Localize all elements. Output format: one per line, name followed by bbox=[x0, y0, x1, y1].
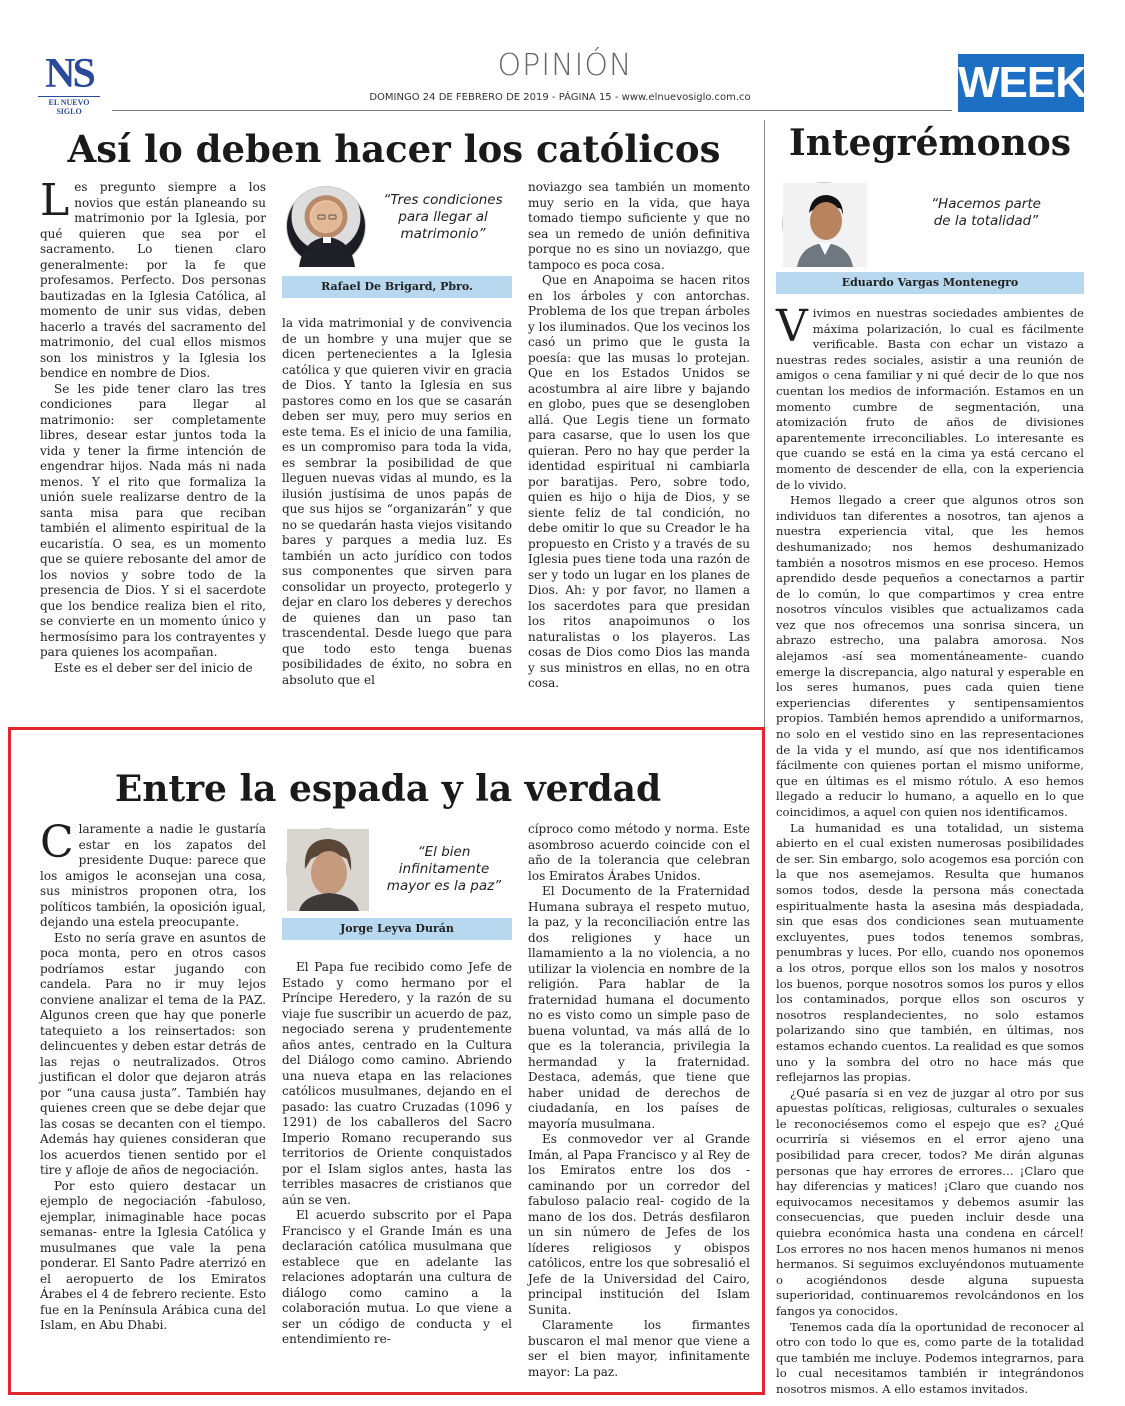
author-photo bbox=[286, 186, 366, 266]
article1-paragraph: Este es el deber ser del inicio de bbox=[54, 660, 253, 675]
article1-author-box bbox=[282, 180, 512, 300]
article1-paragraph: Que en Anapoima se hacen ritos en los árboles y con antorchas. Problema de los que trepan árboles y los iluminados. Que los vecinos los casó un primo que le gusta la poesía: que las musas lo protejan. Que en los Estados Unidos se acostumbra al aire libre y bajando en globo, pues que se desengloben allá. Que Legis tiene un formato para casarse, que lo usen los que quieran. Pero no hay que perder la identidad espiritual ni cambiarla por baratijas. Pero, sobre todo, quien es hijo o hija de Dios, y se siente feliz de tal condición, no debe omitir lo que su Creador le ha propuesto en Cristo y a través de su Iglesia pues tiene toda una razón de ser y todo un lugar en los planes de Dios. Ah: y por favor, no llamen a los sacerdotes para que presidan los ritos anapoimunos o los naturalistas o los playeros. Las cosas de Dios como Dios las manda y sus ministros en ellas, no en otra cosa. bbox=[528, 273, 750, 690]
article1-author-name: Rafael De Brigard, Pbro. bbox=[282, 276, 512, 298]
article3-paragraph: Por esto quiero destacar un ejemplo de negociación -fabuloso, ejemplar, inimaginable hace pocas semanas- entre la Iglesia Católica y musulmanes que vale la pena ponderar. El Santo Padre aterrizó en el aeropuerto de los Emiratos Árabes el 4 de febrero reciente. Esto fue en la Península Arábica cuna del Islam, en Abu Dhabi. bbox=[40, 1178, 266, 1332]
article3-quote: “El bien infinitamente mayor es la paz” bbox=[386, 844, 502, 894]
article2-author-box bbox=[776, 178, 1084, 296]
article1-paragraph: Les pregunto siempre a los novios que están planeando su matrimonio por la Iglesia, por qué quieren que sea por el sacramento. Lo tienen claro generalmente: por la fe que profesamos. Perfecto. Dos personas bautizadas en la Iglesia Católica, al momento de unir sus vidas, deben hacerlo a través del sacramento del matrimonio, del cual ellos mismos son los ministros y la Iglesia los bendice en nombre de Dios. bbox=[40, 175, 266, 380]
article3-column-1 bbox=[40, 817, 266, 1378]
article2-headline: Integrémonos bbox=[788, 122, 1072, 164]
article1-headline: Así lo deben hacer los católicos bbox=[67, 127, 721, 171]
article3-paragraph: Es conmovedor ver al Grande Imán, al Papa Francisco y al Rey de los Emiratos entre los dos -caminando por un corredor del fabuloso palacio real- cogido de la mano de los dos. Detrás desfilaron un sin número de Jefes de los líderes religiosos y obispos católicos, entre los que sobresalió el Jefe de la Universidad del Cairo, principal institución del Islam Sunita. bbox=[528, 1132, 750, 1317]
article2-quote: “Hacemos parte de la totalidad” bbox=[931, 196, 1041, 229]
article3-paragraph: Claramente a nadie le gustaría estar en los zapatos del presidente Duque: parece que los amigos le aconsejan una cosa, sus ministros proponen otra, los políticos también, la oposición igual, dejando una estela preocupante. bbox=[40, 817, 266, 929]
article2-paragraph: Vivimos en nuestras sociedades ambientes de máxima polarización, lo cual es fácilmente verificable. Basta con echar un vistazo a nuestras redes sociales, asistir a una reunión de amigos o cena familiar y ni qué decir de lo que nos cuentan los medios de información. Estamos en un momento cumbre de segmentación, una atomización fruto de años de divisiones aparentemente irreconciliables. Lo interesante es que cuando se está en la cima ya está cercano el momento de descender de ella, con la experiencia de lo vivido. bbox=[776, 301, 1084, 492]
article3-headline: Entre la espada y la verdad bbox=[114, 768, 662, 810]
drop-cap: L bbox=[40, 175, 70, 226]
article3-column-2 bbox=[282, 960, 512, 1378]
author-photo bbox=[782, 182, 866, 266]
article3-paragraph: Claramente los firmantes buscaron el mal menor que viene a ser el bien mayor, infinitamente mayor: La paz. bbox=[528, 1318, 750, 1379]
article3-paragraph: Esto no sería grave en asuntos de poca monta, pero en otros casos podríamos estar jugando con candela. Para no ir muy lejos conviene analizar el tema de la PAZ. Algunos creen que hay que ponerle tatequieto a los reinsertados: son delincuentes y deben estar detrás de las rejas o neutralizados. Otros justifican el dolor que dejaron atrás por “una causa justa”. También hay quienes creen que se debe dejar que las cosas se decanten con el tiempo. Además hay quienes consideran que los acuerdos tienen sentido por el tire y afloje de años de negociación. bbox=[40, 930, 266, 1177]
article1-quote: “Tres condiciones para llegar al matrimonio” bbox=[383, 192, 503, 242]
article2-paragraph: Hemos llegado a creer que algunos otros son individuos tan diferentes a nosotros, tan ajenos a nuestra experiencia vital, que les hemos deshumanizado; nos hemos deshumanizado también a nosotros mismos en ese proceso. Hemos aprendido desde pequeños a conectarnos a partir de lo común, lo que compartimos y crea entre nosotros vínculos visibles que actualizamos cada vez que nos ofrecemos una sonrisa sincera, un abrazo estrecho, una palabra amorosa. Nos alejamos -así sea momentáneamente- cuando emerge la discrepancia, algo natural y esperable en los seres humanos, pues cada quien tiene experiencias diferentes y sentipensamientos propios. También hemos aprendido a uniformarnos, no solo en el vestido sino en las representaciones de la vida y el mundo, así que nos identificamos fácilmente con quienes portan el mismo uniforme, que en últimas es el mismo rótulo. A eso hemos llegado a reducir lo humano, a aquello en lo que coincidimos, a aquel con quien nos identificamos. bbox=[776, 493, 1084, 819]
article3-paragraph: cíproco como método y norma. Este asombroso acuerdo coincide con el año de la tolerancia que celebran los Emiratos Árabes Unidos. bbox=[528, 822, 750, 883]
logo-name: EL NUEVO SIGLO bbox=[38, 96, 100, 116]
article1-paragraph: Se les pide tener claro las tres condiciones para llegar al matrimonio: ser completamente libres, desear estar juntos toda la vida y tener la firme intención de engendrar hijos. Nada más ni nada menos. Y el rito que formaliza la unión suele realizarse dentro de la santa misa para que reciban también el alimento espiritual de la eucaristía. O sea, es un momento que se quiere rebosante del amor de los novios y sobre todo de la presencia de Dios. Y si el sacerdote que los bendice realiza bien el rito, se convierte en un momento único y hermosísimo para los contrayentes y para quienes los acompañan. bbox=[40, 381, 266, 659]
drop-cap: V bbox=[776, 301, 808, 352]
article2-author-name: Eduardo Vargas Montenegro bbox=[776, 272, 1084, 294]
article1-paragraph: noviazgo sea también un momento muy serio en la vida, que haya tomado tiempo suficiente y que no sea un remedo de unión definitiva porque no es sino un noviazgo, que tampoco es poca cosa. bbox=[528, 180, 750, 272]
article3-author-name: Jorge Leyva Durán bbox=[282, 918, 512, 940]
dateline: DOMINGO 24 DE FEBRERO DE 2019 - PÁGINA 15 - www.elnuevosiglo.com.co bbox=[369, 92, 751, 103]
article3-author-box bbox=[282, 822, 512, 942]
article3-column-3 bbox=[528, 822, 750, 1378]
week-badge: WEEK bbox=[958, 54, 1084, 112]
author-photo-figure bbox=[287, 829, 369, 911]
author-photo-figure bbox=[783, 183, 867, 267]
article2-column-1 bbox=[776, 301, 1084, 1396]
article1-column-1 bbox=[40, 175, 266, 710]
article2-paragraph: ¿Qué pasaría si en vez de juzgar al otro por sus apuestas políticas, religiosas, culturales o sexuales le reconociésemos como el espejo que es? ¿Qué ocurriría si viésemos en el error ajeno una posibilidad para crecer, todos? Me dirán algunas personas que hay errores de errores… ¡Claro que hay diferencias y matices! ¡Claro que cuando nos equivocamos necesitamos y debemos asumir las consecuencias, que pueden incluir desde una quiebra económica hasta una condena en cárcel! Los errores no nos hacen menos humanos ni menos hermanos. Si seguimos excluyéndonos mutuamente o acogiéndonos desde alguna supuesta superioridad, continuaremos revolcándonos en los fangos ya conocidos. bbox=[776, 1085, 1084, 1318]
author-photo bbox=[286, 828, 368, 910]
article1-paragraph: la vida matrimonial y de convivencia de un hombre y una mujer que se dicen pertenecientes a la Iglesia católica y que quieren vivir en gracia de Dios. Y tanto la Iglesia en sus pastores como en los que se casarán deben ser muy, pero muy serios en este tema. Es el inicio de una familia, es un compromiso para toda la vida, es sembrar la posibilidad de que lleguen nuevas vidas al mundo, es la ilusión justísima de unos papás de que sus hijos se “organizarán” y que no se quedarán hasta viejos visitando bares y parques a media luz. Es también un acto jurídico con todos sus componentes que sirven para consolidar un proyecto, protegerlo y dejar en claro los deberes y derechos de quienes dan un paso tan trascendental. Desde luego que para que todo esto tenga buenas posibilidades de éxito, no sobra en absoluto que el bbox=[282, 316, 512, 687]
article3-paragraph: El Documento de la Fraternidad Humana subraya el respeto mutuo, la paz, y la reconciliación entre las dos religiones y hace un llamamiento a la no violencia, a no utilizar la violencia en nombre de la religión. Para hablar de la fraternidad humana el documento no es visto como un simple paso de buena voluntad, va más allá de lo que es la tolerancia, privilegia la hermandad y la fraternidad. Destaca, además, que tiene que haber unidad de derechos de ciudadanía, en los países de mayoría musulmana. bbox=[528, 884, 750, 1131]
article1-column-3 bbox=[528, 180, 750, 710]
article1-column-2 bbox=[282, 316, 512, 710]
section-title: OPINIÓN bbox=[497, 48, 633, 83]
article2-paragraph: La humanidad es una totalidad, un sistema abierto en el cual existen numerosas posibilidades de ser. Sin embargo, solo acogemos esa porción con la que nos asemejamos. Resulta que humanos somos todos, desde la persona más conectada espiritualmente hasta la asesina más despiadada, sin que esas dos condiciones sean mutuamente excluyentes, pues todos tenemos sombras, penumbras y luces. Por ello, cuando nos oponemos a los otros, porque ellos son los malos y nosotros los buenos, porque nosotros somos los puros y ellos los contaminados, porque ellos son oscuros y nosotros resplandecientes, no solo estamos polarizando sino que también, en últimas, nos estamos echando cuentos. La realidad es que somos uno y la sombra del otro no hace más que reflejarnos las propias. bbox=[776, 820, 1084, 1085]
drop-cap: C bbox=[40, 817, 74, 868]
article3-paragraph: El Papa fue recibido como Jefe de Estado y como hermano por el Príncipe Heredero, y la razón de su viaje fue suscribir un acuerdo de paz, negociado serena y prudentemente años antes, centrado en la Cultura del Diálogo como camino. Abriendo una nueva etapa en las relaciones católicos musulmanes, dejando en el pasado: las cuatro Cruzadas (1096 y 1291) de los caballeros del Sacro Imperio Romano recuperando sus territorios de Oriente conquistados por el Islam siglos antes, hasta las terribles masacres de cristianos que aún se ven. bbox=[282, 960, 512, 1207]
article3-paragraph: El acuerdo subscrito por el Papa Francisco y el Grande Imán es una declaración católica musulmana que establece que en adelante las relaciones adoptarán una cultura de diálogo como camino a la colaboración mutua. Lo que viene a ser un código de conducta y el entendimiento re- bbox=[282, 1208, 512, 1346]
author-photo-figure bbox=[287, 187, 367, 267]
newspaper-logo[interactable] bbox=[38, 51, 100, 116]
article2-paragraph: Tenemos cada día la oportunidad de reconocer al otro con todo lo que es, como parte de la totalidad que también me incluye. Podemos integrarnos, para lo cual necesitamos también ir integrándonos nosotros mismos. A ello estamos invitados. bbox=[776, 1319, 1084, 1396]
logo-mark: NS bbox=[45, 51, 93, 97]
masthead-rule bbox=[112, 110, 952, 111]
